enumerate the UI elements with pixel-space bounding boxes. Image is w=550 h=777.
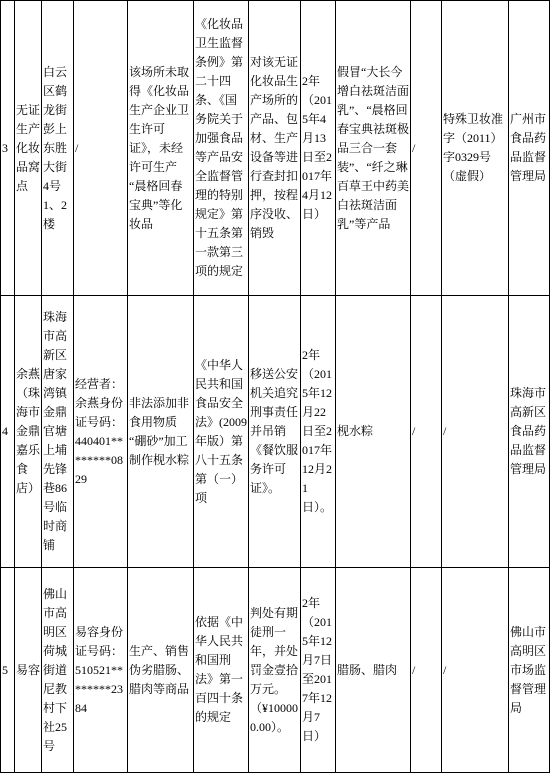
enforcement-agency: 珠海市高新区食品药品监督管理局 (509, 296, 550, 568)
violation-facts: 生产、销售伪劣腊肠、腊肉等商品 (128, 568, 194, 773)
party-address: 珠海市高新区唐家湾镇金鼎官塘上埔先锋巷86号临时商铺 (42, 296, 74, 568)
involved-products: 假冒“大长今增白祛斑洁面乳”、“晨格回春宝典祛斑极品三合一套装”、“纤之琳百草王中药美白祛斑洁面乳”等产品 (336, 1, 411, 296)
approval-number: / (442, 568, 509, 773)
penalty-period: 2年（2015年12月22日至2017年12月21日）。 (301, 296, 336, 568)
party-id-info: 经营者：余燕身份证号码：440401********0829 (74, 296, 128, 568)
column-10-cell: / (411, 568, 442, 773)
party-name: 无证生产化妆品窝点 (15, 1, 42, 296)
enforcement-agency: 佛山市高明区市场监督管理局 (509, 568, 550, 773)
column-10-cell: / (411, 296, 442, 568)
approval-number: / (442, 296, 509, 568)
legal-basis: 《化妆品卫生监督条例》第二十四条、《国务院关于加强食品等产品安全监督管理的特别规定》第十五条第一款第三项的规定 (194, 1, 249, 296)
record-index: 3 (1, 1, 15, 296)
party-name: 余燕（珠海市金鼎嘉乐食店） (15, 296, 42, 568)
table-row (1, 568, 550, 773)
column-10-cell: / (411, 1, 442, 296)
violation-facts: 非法添加非食用物质“硼砂”加工制作枧水粽 (128, 296, 194, 568)
legal-basis: 《中华人民共和国食品安全法》(2009年版）第八十五条第（一）项 (194, 296, 249, 568)
approval-number: 特殊卫妆准字（2011）字0329号（虚假） (442, 1, 509, 296)
record-index: 4 (1, 296, 15, 568)
penalty-period: 2年（2015年12月7日至2017年12月7日） (301, 568, 336, 773)
party-id-info: / (74, 1, 128, 296)
party-name: 易容 (15, 568, 42, 773)
party-address: 佛山市高明区荷城街道尼教村下社25号 (42, 568, 74, 773)
penalty-content: 对该无证化妆品生产场所的产品、包材、生产设备等进行查封扣押，按程序没收、销毁 (249, 1, 301, 296)
penalty-content: 移送公安机关追究刑事责任并吊销《餐饮服务许可证》。 (249, 296, 301, 568)
table-row (1, 296, 550, 568)
party-address: 白云区鹤龙街彭上东胜大街4号1、2楼 (42, 1, 74, 296)
legal-basis: 依据《中华人民共和国刑法》第一百四十条的规定 (194, 568, 249, 773)
enforcement-agency: 广州市食品药品监督管理局 (509, 1, 550, 296)
penalty-content: 判处有期徒刑一年，并处罚金壹拾万元。（¥100000.00）。 (249, 568, 301, 773)
table-row (1, 1, 550, 296)
penalty-period: 2年（2015年4月13日至2017年4月12日） (301, 1, 336, 296)
party-id-info: 易容身份证号码：510521********2384 (74, 568, 128, 773)
involved-products: 腊肠、腊肉 (336, 568, 411, 773)
record-index: 5 (1, 568, 15, 773)
violation-facts: 该场所未取得《化妆品生产企业卫生许可证》，未经许可生产“晨格回春宝典”等化妆品 (128, 1, 194, 296)
involved-products: 枧水粽 (336, 296, 411, 568)
